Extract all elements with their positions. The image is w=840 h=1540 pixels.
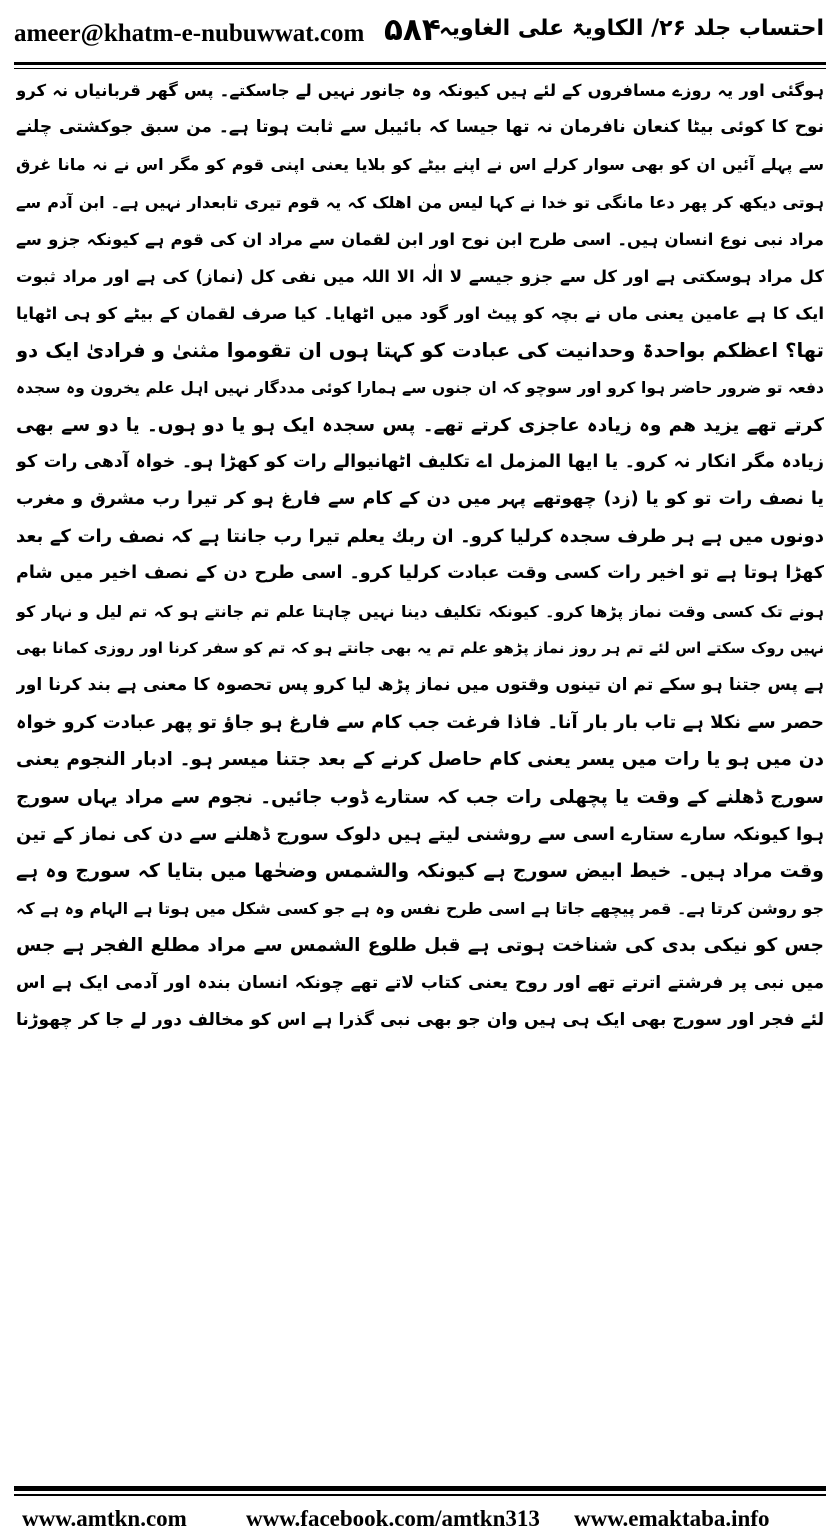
text-line: تھا؟ اعظکم بواحدۃ وحدانیت کی عبادت کو کہتا ہوں ان تقوموا مثنیٰ و فرادیٰ ایک دو xyxy=(16,339,824,363)
text-line: حصر سے نکلا ہے تاب بار بار آنا۔ فاذا فرغت جب کام سے فارغ ہو جاؤ تو پھر عبادت کرو خواہ xyxy=(16,712,824,734)
text-line: نہیں روک سکتے اس لئے تم ہر روز نماز پڑھو علم تم یہ بھی جانتے ہو کہ تم کو سفر کرنا اور روزی کمانا بھی xyxy=(16,638,824,657)
text-line: ہوتی دیکھ کر پھر دعا مانگی تو خدا نے کہا لیس من اھلک کہ یہ قوم تیری تابعدار نہیں ہے۔ ابن آدم سے xyxy=(16,192,824,212)
text-line: مراد نبی نوع انسان ہیں۔ اسی طرح ابن نوح اور ابن لقمان سے مراد ان کی قوم ہے کیونکہ جزو سے xyxy=(16,229,824,249)
footer-rule-thick xyxy=(14,1486,826,1491)
text-line: یا نصف رات تو کو یا (زد) چھوتھے پہر میں دن کے کام سے فارغ ہو کر تیرا رب مشرق و مغرب xyxy=(16,489,824,510)
header-rule-thin xyxy=(14,68,826,69)
text-line: سورج ڈھلنے کے وقت یا پچھلی رات جب کہ ستارے ڈوب جائیں۔ نجوم سے مراد یہاں سورج xyxy=(16,786,824,808)
text-line: ہوگئی اور یہ روزے مسافروں کے لئے ہیں کیونکہ وہ جانور نہیں لے جاسکتے۔ پس گھر قربانیاں نہ کرو xyxy=(16,81,824,100)
footer-link-facebook[interactable]: www.facebook.com/amtkn313 xyxy=(246,1506,540,1531)
header-email: ameer@khatm-e-nubuwwat.com xyxy=(14,20,365,47)
footer-link-emaktaba[interactable]: www.emaktaba.info xyxy=(574,1506,770,1531)
text-line: وقت مراد ہیں۔ خیط ابیض سورج ہے کیونکہ والشمس وضحٰھا میں بتایا کہ سورج وہ ہے xyxy=(16,859,824,882)
footer-rule-thin xyxy=(14,1494,826,1496)
text-line: کھڑا ہوتا ہے تو اخیر رات کسی وقت عبادت کرلیا کرو۔ اسی طرح دن کے نصف اخیر میں شام xyxy=(16,563,824,584)
page-header xyxy=(0,0,840,60)
page-footer xyxy=(0,1500,840,1540)
header-rule-thick xyxy=(14,62,826,65)
book-title: احتساب جلد ۲۶/ الکاویۃ علی الغاویہ xyxy=(438,16,824,41)
text-line: کل مراد ہوسکتی ہے اور کل سے جزو جیسے لا الٰہ الا اللہ میں نفی کل (نماز) کی ہے اور مراد ثبوت xyxy=(16,266,824,286)
text-line: کرتے تھے یزید ھم وہ زیادہ عاجزی کرتے تھے۔ پس سجدہ ایک ہو یا دو ہوں۔ یا دو سے بھی xyxy=(16,414,824,436)
text-line: نوح کا کوئی بیٹا کنعان نافرمان نہ تھا جیسا کہ بائیبل سے ثابت ہوتا ہے۔ من سبق جوکشتی چلنے xyxy=(16,117,824,138)
text-line: میں نبی پر فرشتے اترتے تھے اور روح یعنی کتاب لاتے تھے چونکہ انسان بندہ اور آدمی ایک ہے اس xyxy=(16,972,824,993)
text-line: جو روشن کرتا ہے۔ قمر پیچھے جاتا ہے اسی طرح نفس وہ ہے جو کسی شکل میں ہوتا ہے الہام وہ ہے کہ xyxy=(16,899,824,919)
text-line: زیادہ مگر انکار نہ کرو۔ یا ایھا المزمل اے تکلیف اٹھانیوالے رات کو کھڑا ہو۔ خواہ آدھی رات کو xyxy=(16,451,824,472)
body-text xyxy=(16,72,824,1039)
footer-link-amtkn[interactable]: www.amtkn.com xyxy=(22,1506,187,1531)
page-number: ۵۸۴ xyxy=(384,12,441,48)
text-line: جس کو نیکی بدی کی شناخت ہوتی ہے قبل طلوع الشمس سے مراد مطلع الفجر ہے جس xyxy=(16,935,824,957)
text-line: سے پہلے آئیں ان کو بھی سوار کرلے اس نے اپنے بیٹے کو بلایا یعنی اپنی قوم کو مگر اس نے نہ مانا غرق xyxy=(16,155,824,175)
text-line: ہونے تک کسی وقت نماز پڑھا کرو۔ کیونکہ تکلیف دینا نہیں چاہتا علم تم جانتے ہو کہ تم لیل و نہار کو xyxy=(16,601,824,621)
text-line: دن میں ہو یا رات میں یسر یعنی کام حاصل کرنے کے بعد جتنا میسر ہو۔ ادبار النجوم یعنی xyxy=(16,749,824,771)
text-line: ہوا کیونکہ سارے ستارے اسی سے روشنی لیتے ہیں دلوک سورج ڈھلنے سے دن کی نماز کے تین xyxy=(16,823,824,845)
text-line: ایک کا ہے عامین یعنی ماں نے بچہ کو پیٹ اور گود میں اٹھایا۔ کیا صرف لقمان کے بیٹے کو ہی اٹھایا xyxy=(16,304,824,324)
text-line: ہے پس جتنا ہو سکے تم ان تینوں وقتوں میں نماز پڑھ لیا کرو پس تحصوہ کا معنی ہے بند کرنا اور xyxy=(16,675,824,695)
text-line: دونوں میں ہے ہر طرف سجدہ کرلیا کرو۔ ان ربك یعلم تیرا رب جانتا ہے کہ نصف رات کے بعد xyxy=(16,526,824,548)
text-line: لئے فجر اور سورج بھی ایک ہی ہیں وان جو بھی نبی گذرا ہے اس کو مخالف دور لے جا کر چھوڑنا xyxy=(16,1009,824,1030)
text-line: دفعہ تو ضرور حاضر ہوا کرو اور سوچو کہ ان جنوں سے ہمارا کوئی مددگار نہیں اہل علم یخرون وہ سجدہ xyxy=(16,378,824,397)
